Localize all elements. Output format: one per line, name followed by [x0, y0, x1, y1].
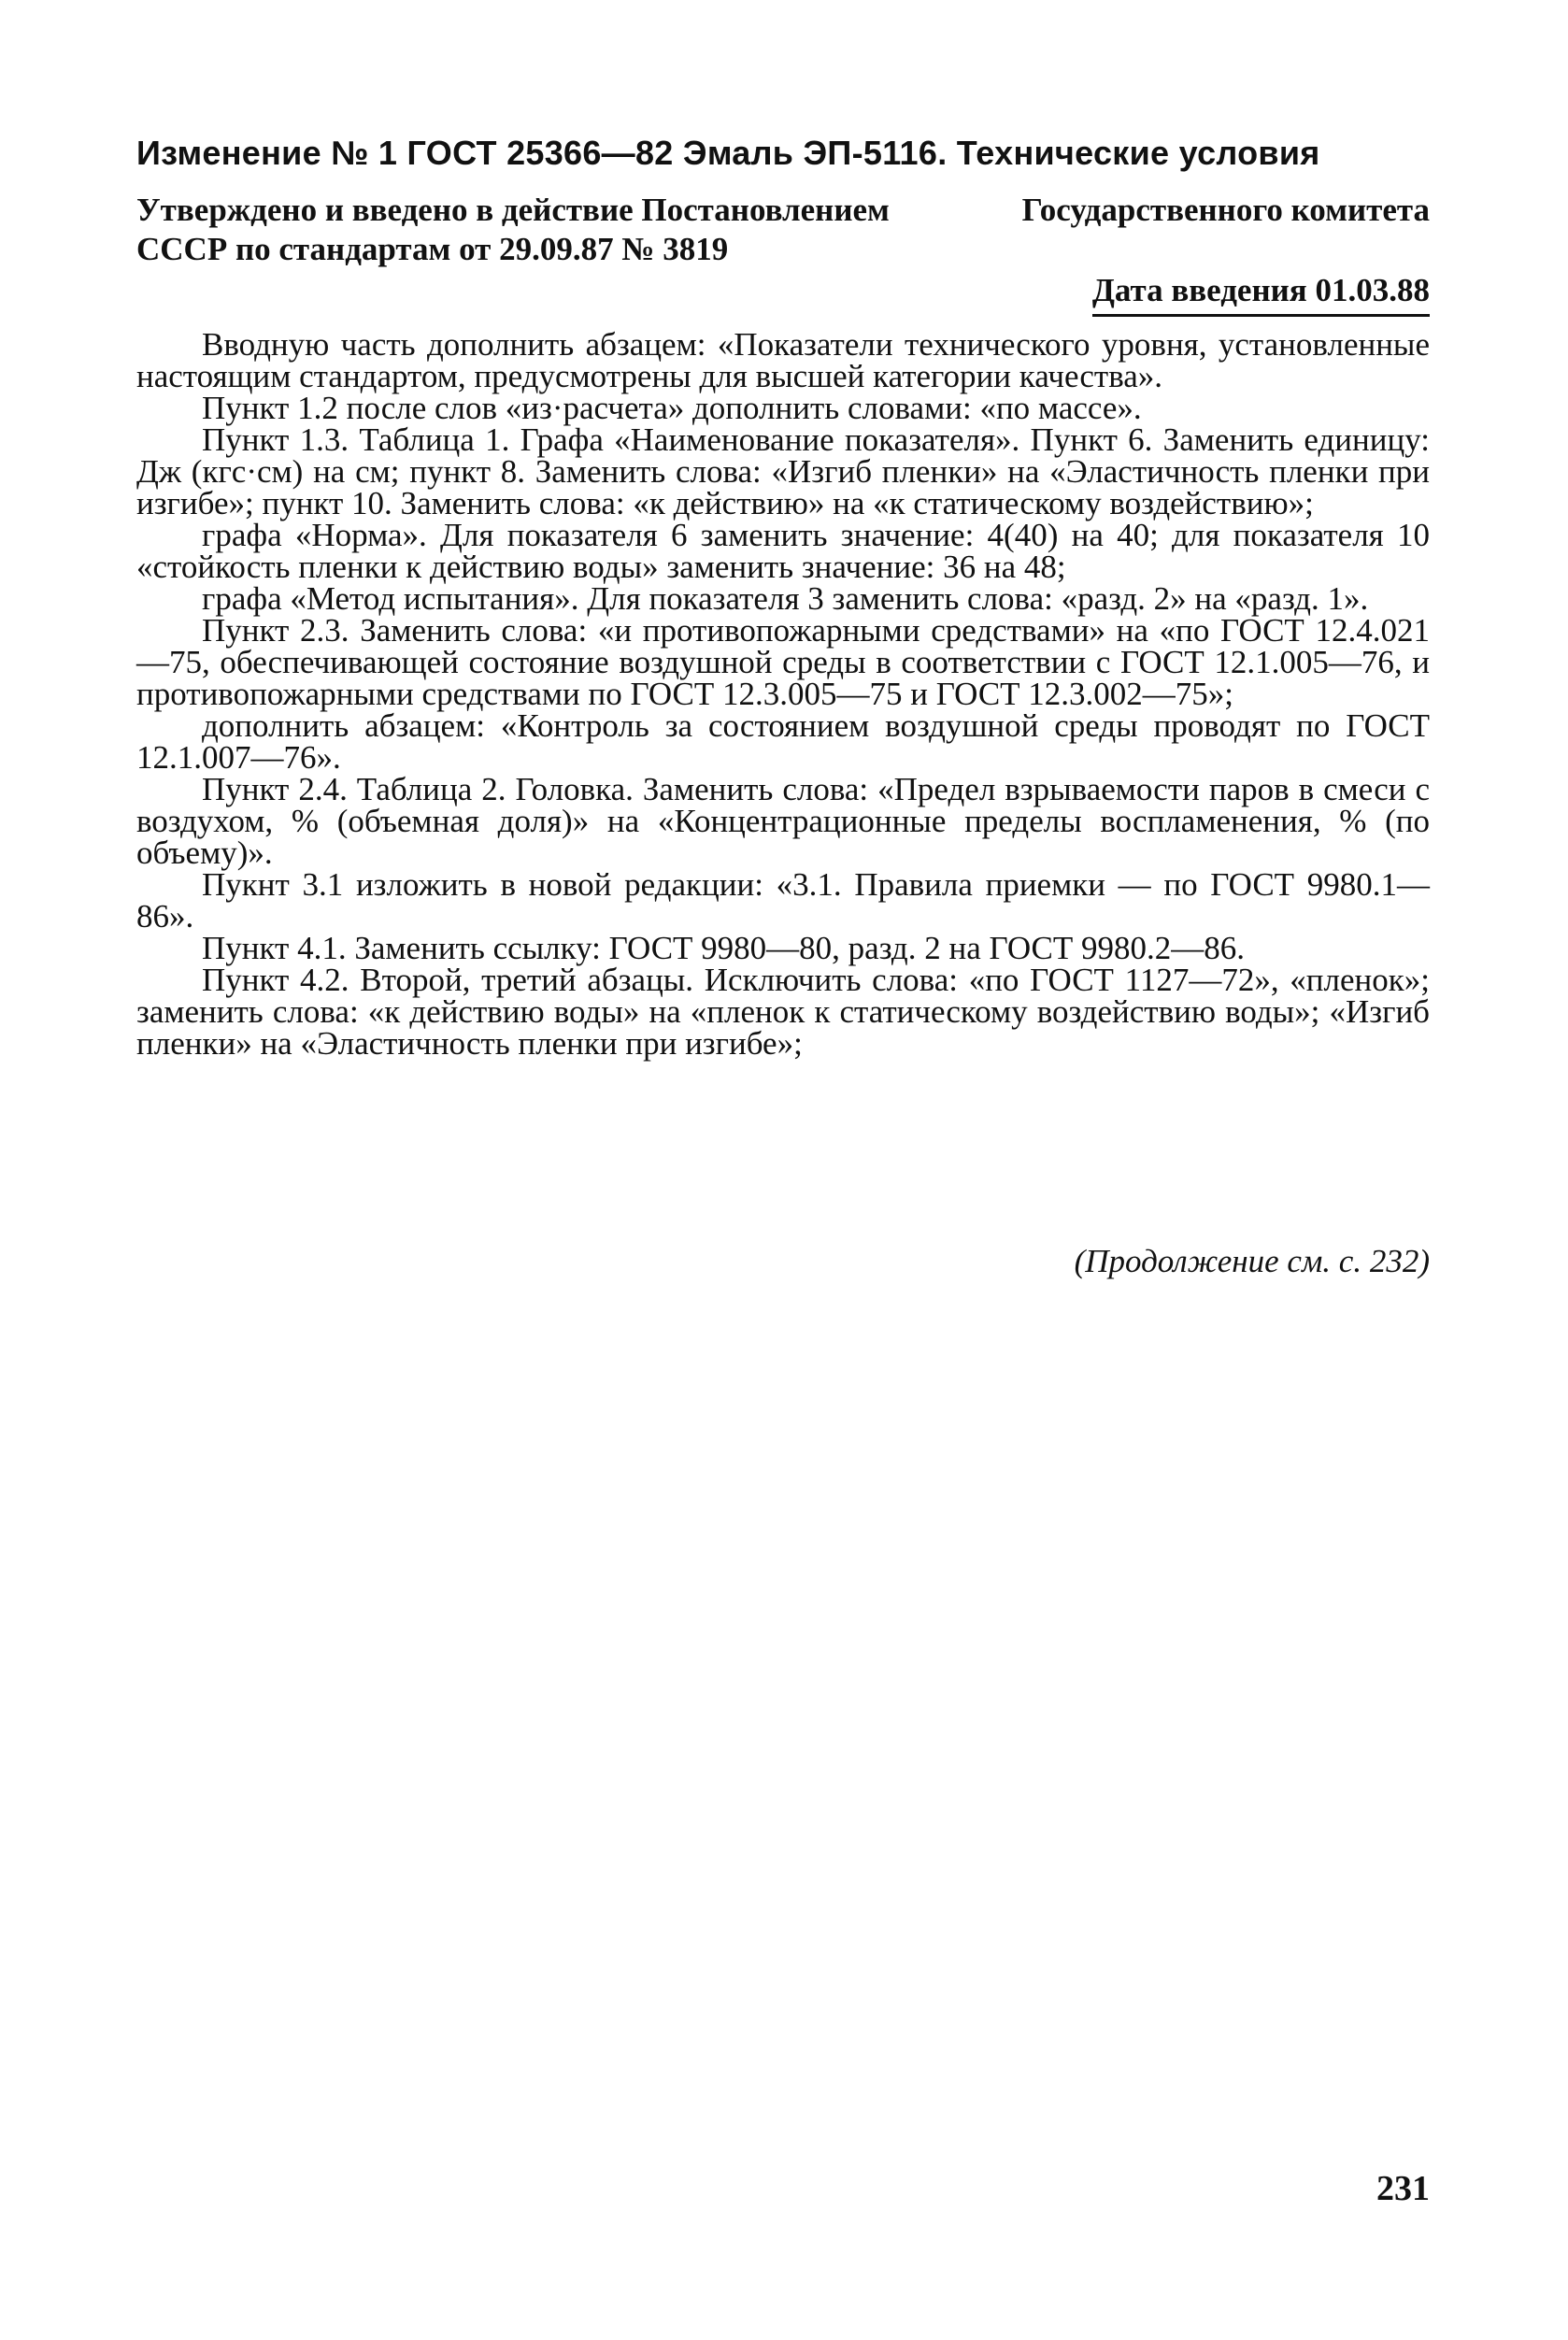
continuation-note: (Продолжение см. с. 232): [1074, 1243, 1430, 1279]
paragraph-air-control: дополнить абзацем: «Контроль за состоянием воздушной среды проводят по ГОСТ 12.1.007—76».: [136, 707, 1430, 776]
page-number: 231: [1376, 2169, 1430, 2208]
paragraph-item-2-3: Пункт 2.3. Заменить слова: «и противопожарными средствами» на «по ГОСТ 12.4.021—75, обеспечивающей состояние воздушной среды в соответствии с ГОСТ 12.1.005—76, и противопожарными средствами по ГОСТ 12.3.005—75 и ГОСТ 12.3.002—75»;: [136, 612, 1430, 712]
approval-line-1: [136, 191, 1430, 230]
approval-line-1-right: Государственного комитета: [1021, 192, 1430, 228]
amendment-body: [136, 326, 1430, 1062]
approval-line-1-left: Утверждено и введено в действие Постановлением: [136, 192, 890, 228]
paragraph-item-4-2: Пункт 4.2. Второй, третий абзацы. Исключить слова: «по ГОСТ 1127—72», «пленок»; заменить слова: «к действию воды» на «пленок к статическому воздействию воды»; «Изгиб пленки» на «Эластичность пленки при изгибе»;: [136, 962, 1430, 1062]
paragraph-item-3-1: Пукнт 3.1 изложить в новой редакции: «3.1. Правила приемки — по ГОСТ 9980.1—86».: [136, 866, 1430, 935]
amendment-title: Изменение № 1 ГОСТ 25366—82 Эмаль ЭП-5116. Технические условия: [136, 134, 1320, 172]
paragraph-norm-column: графа «Норма». Для показателя 6 заменить значение: 4(40) на 40; для показателя 10 «стойкость пленки к действию воды» заменить значение: 36 на 48;: [136, 517, 1430, 585]
paragraph-item-2-4: Пункт 2.4. Таблица 2. Головка. Заменить слова: «Предел взрываемости паров в смеси с воздухом, % (объемная доля)» на «Концентрационные пределы воспламенения, % (по объему)».: [136, 771, 1430, 871]
paragraph-intro: Вводную часть дополнить абзацем: «Показатели технического уровня, установленные настоящим стандартом, предусмотрены для высшей категории качества».: [136, 326, 1430, 394]
approval-statement: [136, 191, 1430, 269]
approval-line-2: СССР по стандартам от 29.09.87 № 3819: [136, 231, 729, 267]
paragraph-item-4-1: Пункт 4.1. Заменить ссылку: ГОСТ 9980—80, разд. 2 на ГОСТ 9980.2—86.: [202, 930, 1246, 966]
document-header: [136, 133, 1430, 317]
paragraph-item-1-2: Пункт 1.2 после слов «из·расчета» дополнить словами: «по массе».: [202, 390, 1142, 426]
effective-date-row: [136, 269, 1430, 317]
paragraph-method-column: графа «Метод испытания». Для показателя 3 заменить слова: «разд. 2» на «разд. 1».: [202, 580, 1369, 617]
effective-date: Дата введения 01.03.88: [1092, 269, 1430, 317]
paragraph-item-1-3: Пункт 1.3. Таблица 1. Графа «Наименование показателя». Пункт 6. Заменить единицу: Дж (кгс·см) на см; пункт 8. Заменить слова: «Изгиб пленки» на «Эластичность пленки при изгибе»; пункт 10. Заменить слова: «к действию» на «к статическому воздействию»;: [136, 421, 1430, 521]
